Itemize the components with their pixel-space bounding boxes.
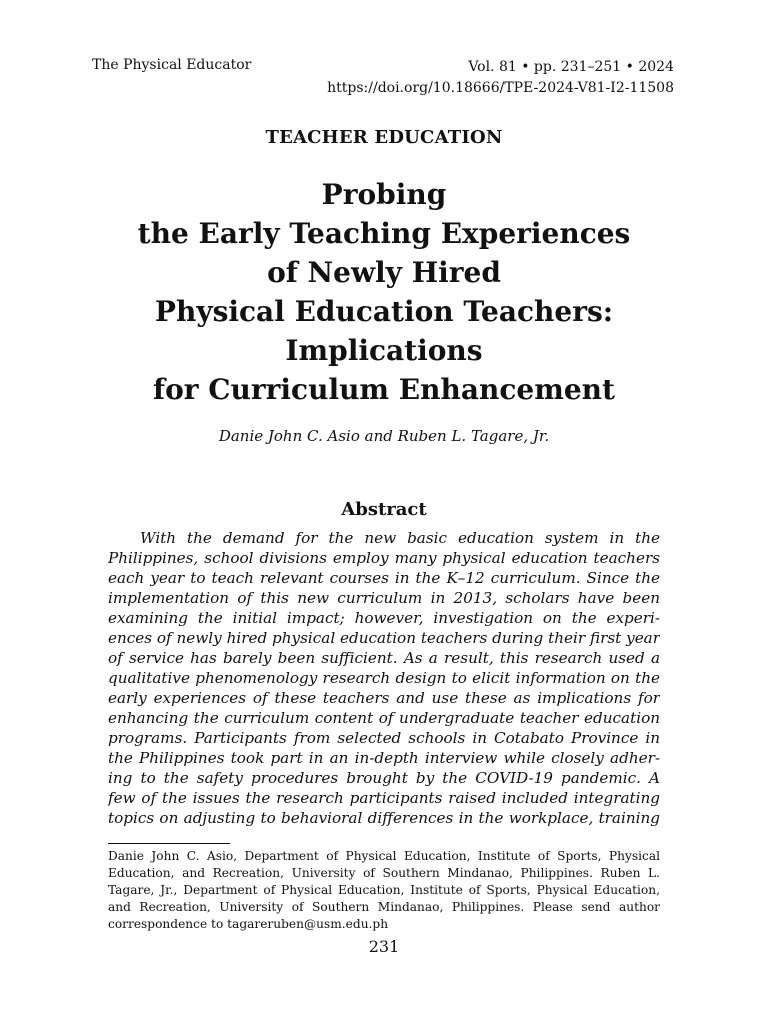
- volume-info: Vol. 81 • pp. 231–251 • 2024: [468, 59, 674, 75]
- abstract-line: Philippines, school divisions employ many physical education teachers: [108, 549, 660, 567]
- title-line: of Newly Hired: [267, 256, 501, 289]
- footnote-line: correspondence to tagareruben@usm.edu.ph: [108, 917, 389, 931]
- abstract-line: ing to the safety procedures brought by the COVID-19 pandemic. A: [108, 769, 660, 787]
- abstract-line: the Philippines took part in an in-depth interview while closely adher-: [108, 749, 660, 767]
- footnote-line: Education, and Recreation, University of Southern Mindanao, Philippines. Ruben L.: [108, 866, 660, 880]
- abstract-line: qualitative phenomenology research design to elicit information on the: [108, 669, 660, 687]
- title-line: Implications: [285, 334, 483, 367]
- footnote-line: and Recreation, University of Southern Mindanao, Philippines. Please send author: [108, 900, 660, 914]
- abstract-line: examining the initial impact; however, investigation on the experi-: [108, 609, 660, 627]
- footnote-line: Tagare, Jr., Department of Physical Education, Institute of Sports, Physical Education,: [108, 883, 660, 897]
- footnote-divider: [108, 843, 230, 844]
- abstract-line: ences of newly hired physical education teachers during their first year: [108, 629, 660, 647]
- title-line: the Early Teaching Experiences: [137, 217, 631, 250]
- abstract-text: [108, 528, 660, 828]
- author-footnote: [108, 848, 660, 933]
- title-line: Physical Education Teachers:: [154, 295, 614, 328]
- page-number: 231: [368, 937, 400, 956]
- section-label: TEACHER EDUCATION: [265, 127, 503, 148]
- abstract-line: enhancing the curriculum content of undergraduate teacher education: [108, 709, 660, 727]
- article-title: [60, 175, 708, 409]
- title-line: Probing: [321, 178, 447, 211]
- abstract-line: implementation of this new curriculum in 2013, scholars have been: [108, 589, 660, 607]
- abstract-line: With the demand for the new basic education system in the: [140, 529, 660, 547]
- abstract-line: topics on adjusting to behavioral differences in the workplace, training: [108, 809, 660, 827]
- abstract-line: each year to teach relevant courses in the K–12 curriculum. Since the: [108, 569, 660, 587]
- abstract-line: of service has barely been sufficient. As a result, this research used a: [108, 649, 660, 667]
- abstract-line: few of the issues the research participants raised included integrating: [108, 789, 660, 807]
- abstract-line: programs. Participants from selected schools in Cotabato Province in: [108, 729, 660, 747]
- abstract-heading: Abstract: [341, 499, 427, 520]
- abstract-line: early experiences of these teachers and use these as implications for: [108, 689, 660, 707]
- citation-info: [327, 57, 674, 99]
- title-line: for Curriculum Enhancement: [153, 373, 615, 406]
- journal-name: The Physical Educator: [92, 57, 252, 73]
- doi-link[interactable]: https://doi.org/10.18666/TPE-2024-V81-I2-11508: [327, 80, 674, 96]
- author-list: Danie John C. Asio and Ruben L. Tagare, Jr.: [218, 427, 550, 445]
- footnote-line: Danie John C. Asio, Department of Physical Education, Institute of Sports, Physical: [108, 849, 660, 863]
